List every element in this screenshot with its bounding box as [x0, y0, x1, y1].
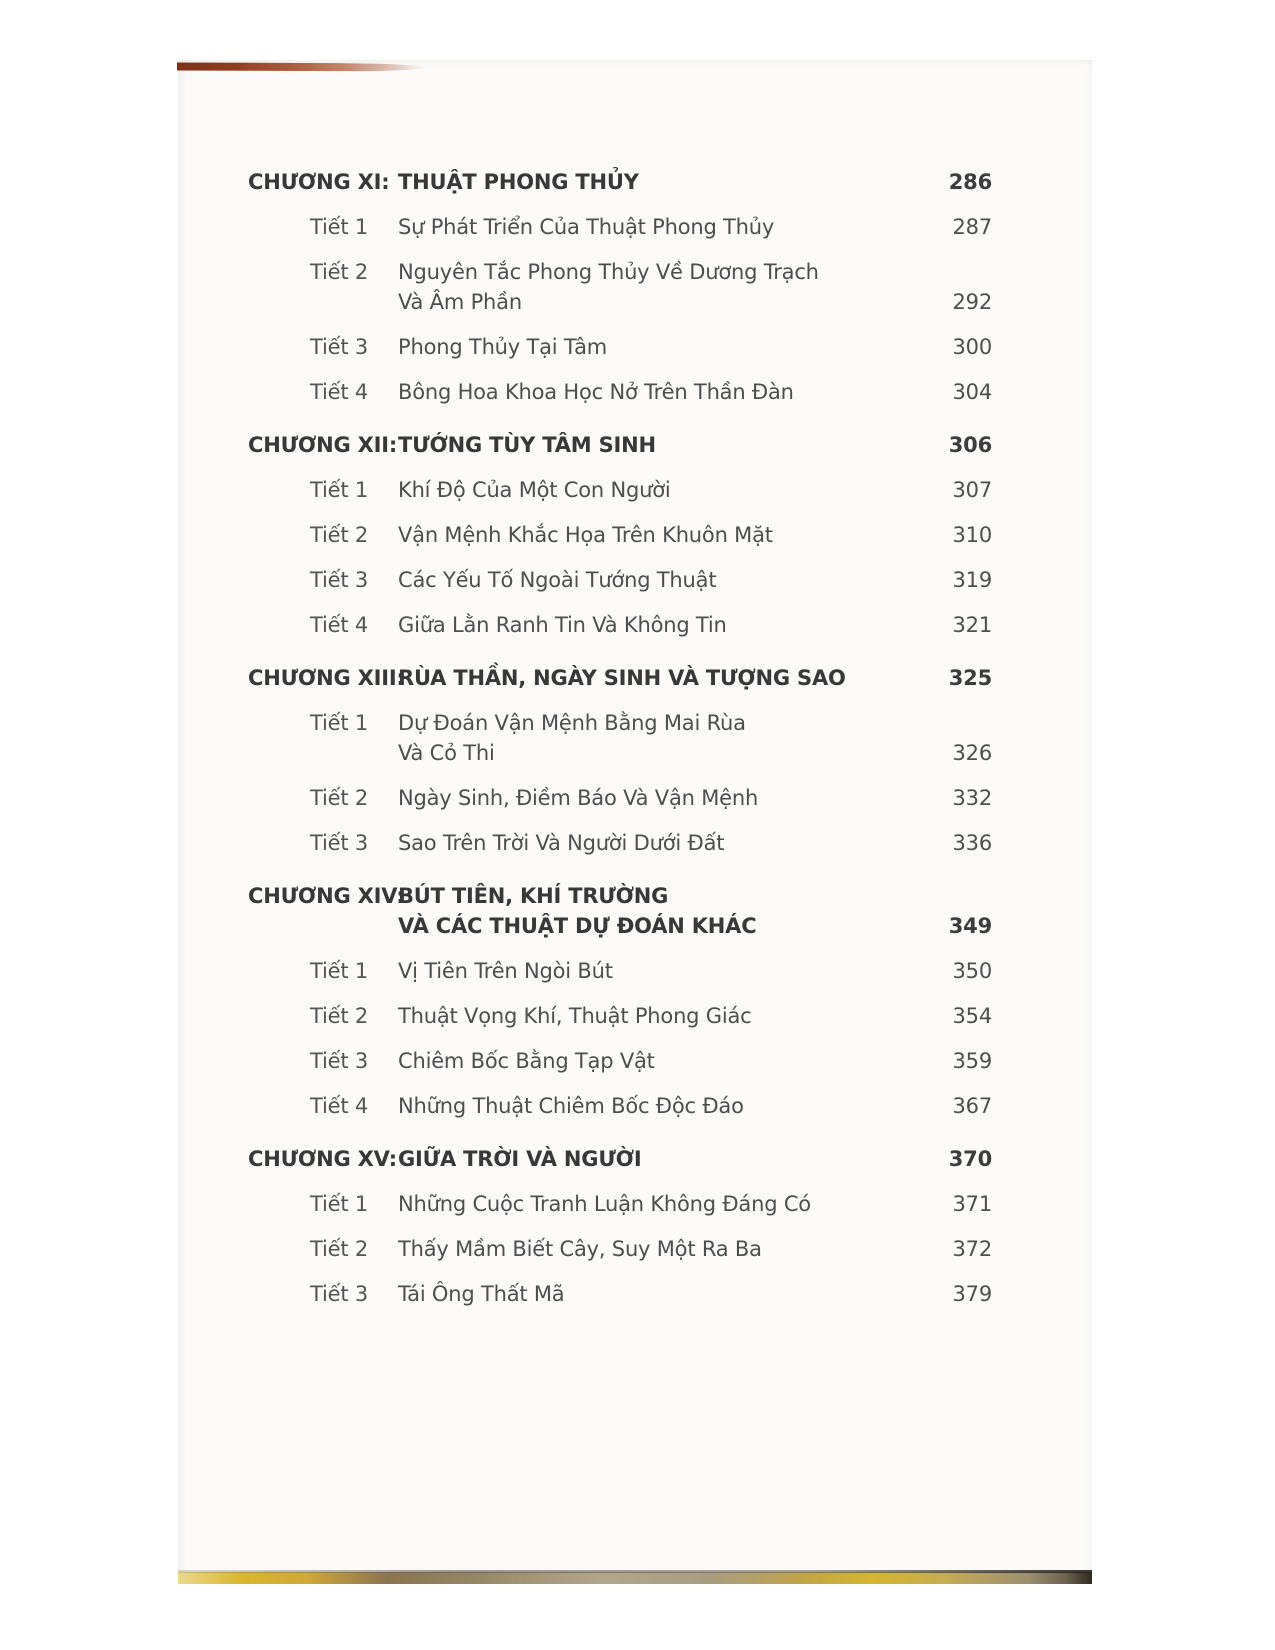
section-title-line: Ngày Sinh, Điềm Báo Và Vận Mệnh [398, 786, 759, 810]
page-number: 292 [952, 290, 992, 314]
section-title [398, 610, 930, 640]
section-title [398, 1001, 930, 1031]
toc-section-row [248, 1091, 992, 1121]
chapter-title-line: RÙA THẦN, NGÀY SINH VÀ TƯỢNG SAO [398, 666, 846, 690]
chapter-title [398, 1144, 930, 1174]
toc-chapter [248, 167, 992, 407]
section-label: Tiết 1 [310, 1192, 369, 1216]
section-title-line: Sao Trên Trời Và Người Dưới Đất [398, 831, 725, 855]
toc-section-row [248, 212, 992, 242]
section-title [398, 520, 930, 550]
toc-section-row [248, 1234, 992, 1264]
toc-section-row [248, 828, 992, 858]
chapter-label: CHƯƠNG XIV: [248, 884, 405, 908]
toc-section-row [248, 1189, 992, 1219]
toc-section-row [248, 520, 992, 550]
section-title-line: Phong Thủy Tại Tâm [398, 335, 607, 359]
toc-section-row [248, 475, 992, 505]
section-label: Tiết 3 [310, 1282, 369, 1306]
section-label: Tiết 2 [310, 523, 369, 547]
page-number: 370 [948, 1147, 992, 1171]
page-number: 349 [948, 914, 992, 938]
page-number: 367 [952, 1094, 992, 1118]
page-number: 336 [952, 831, 992, 855]
section-label: Tiết 4 [310, 380, 369, 404]
page-number: 287 [952, 215, 992, 239]
toc-chapter [248, 430, 992, 640]
section-label: Tiết 3 [310, 1049, 369, 1073]
toc-section-row [248, 257, 992, 317]
section-title [398, 565, 930, 595]
section-title-line: Nguyên Tắc Phong Thủy Về Dương Trạch [398, 260, 819, 284]
section-title [398, 1189, 930, 1219]
chapter-title-line: THUẬT PHONG THỦY [398, 170, 639, 194]
chapter-title [398, 663, 930, 693]
toc-section-row [248, 783, 992, 813]
page-number: 304 [952, 380, 992, 404]
section-label: Tiết 2 [310, 1004, 369, 1028]
toc-chapter-row [248, 663, 992, 693]
section-title [398, 828, 930, 858]
book-page [178, 60, 1092, 1580]
section-title-line: Các Yếu Tố Ngoài Tướng Thuật [398, 568, 717, 592]
page-number: 319 [952, 568, 992, 592]
toc-chapter-row [248, 167, 992, 197]
section-title-line: Những Cuộc Tranh Luận Không Đáng Có [398, 1192, 811, 1216]
section-title [398, 257, 930, 317]
toc-chapter [248, 663, 992, 858]
page-number: 286 [948, 170, 992, 194]
section-title-line: Những Thuật Chiêm Bốc Độc Đáo [398, 1094, 744, 1118]
section-label: Tiết 1 [310, 711, 369, 735]
chapter-label: CHƯƠNG XI: [248, 170, 390, 194]
page-number: 372 [952, 1237, 992, 1261]
section-title [398, 1091, 930, 1121]
page-number: 321 [952, 613, 992, 637]
section-title [398, 956, 930, 986]
section-label: Tiết 3 [310, 335, 369, 359]
section-title-line: Vị Tiên Trên Ngòi Bút [398, 959, 613, 983]
page-number: 350 [952, 959, 992, 983]
section-label: Tiết 4 [310, 1094, 369, 1118]
section-title-line: Chiêm Bốc Bằng Tạp Vật [398, 1049, 655, 1073]
page-number: 371 [952, 1192, 992, 1216]
section-title [398, 708, 930, 768]
toc-section-row [248, 708, 992, 768]
section-title-line: Dự Đoán Vận Mệnh Bằng Mai Rùa [398, 711, 746, 735]
section-title-line: Sự Phát Triển Của Thuật Phong Thủy [398, 215, 775, 239]
section-title-line: Thuật Vọng Khí, Thuật Phong Giác [398, 1004, 752, 1028]
section-label: Tiết 3 [310, 568, 369, 592]
page-number: 310 [952, 523, 992, 547]
section-title-line: Khí Độ Của Một Con Người [398, 478, 671, 502]
chapter-title-line: VÀ CÁC THUẬT DỰ ĐOÁN KHÁC [398, 914, 757, 938]
section-title [398, 332, 930, 362]
toc-chapter-row [248, 430, 992, 460]
toc-section-row [248, 332, 992, 362]
section-label: Tiết 1 [310, 478, 369, 502]
toc-chapter [248, 1144, 992, 1309]
toc-section-row [248, 1046, 992, 1076]
toc-section-row [248, 377, 992, 407]
section-title-line: Bông Hoa Khoa Học Nở Trên Thần Đàn [398, 380, 794, 404]
section-label: Tiết 2 [310, 786, 369, 810]
section-title-line: Giữa Lằn Ranh Tin Và Không Tin [398, 613, 727, 637]
section-title-line: Và Cỏ Thi [398, 741, 495, 765]
chapter-title-line: GIỮA TRỜI VÀ NGƯỜI [398, 1147, 642, 1171]
section-title [398, 377, 930, 407]
toc-section-row [248, 565, 992, 595]
section-label: Tiết 2 [310, 260, 369, 284]
page-number: 325 [948, 666, 992, 690]
toc-section-row [248, 1001, 992, 1031]
page-number: 379 [952, 1282, 992, 1306]
toc-chapter [248, 881, 992, 1121]
page-number: 332 [952, 786, 992, 810]
chapter-title [398, 430, 930, 460]
chapter-title-line: BÚT TIÊN, KHÍ TRƯỜNG [398, 884, 669, 908]
page-number: 307 [952, 478, 992, 502]
section-label: Tiết 1 [310, 959, 369, 983]
page-number: 300 [952, 335, 992, 359]
toc-section-row [248, 610, 992, 640]
page-number: 354 [952, 1004, 992, 1028]
toc-section-row [248, 956, 992, 986]
section-title [398, 212, 930, 242]
section-title [398, 1046, 930, 1076]
page-number: 359 [952, 1049, 992, 1073]
section-label: Tiết 1 [310, 215, 369, 239]
section-label: Tiết 2 [310, 1237, 369, 1261]
chapter-title [398, 167, 930, 197]
page-number: 306 [948, 433, 992, 457]
toc-chapter-row [248, 1144, 992, 1174]
section-title-line: Tái Ông Thất Mã [398, 1282, 565, 1306]
section-title [398, 1234, 930, 1264]
chapter-title-line: TƯỚNG TÙY TÂM SINH [398, 433, 656, 457]
section-title-line: Và Âm Phần [398, 290, 522, 314]
table-of-contents [178, 60, 1092, 1324]
section-title-line: Vận Mệnh Khắc Họa Trên Khuôn Mặt [398, 523, 773, 547]
section-title-line: Thấy Mầm Biết Cây, Suy Một Ra Ba [398, 1237, 762, 1261]
section-title [398, 475, 930, 505]
toc-chapter-row [248, 881, 992, 941]
page-bottom-edge [178, 1572, 1092, 1584]
chapter-title [398, 881, 930, 941]
page-number: 326 [952, 741, 992, 765]
chapter-label: CHƯƠNG XII: [248, 433, 398, 457]
section-label: Tiết 3 [310, 831, 369, 855]
section-title [398, 783, 930, 813]
section-label: Tiết 4 [310, 613, 369, 637]
chapter-label: CHƯƠNG XV: [248, 1147, 397, 1171]
chapter-label: CHƯƠNG XIII: [248, 666, 405, 690]
section-title [398, 1279, 930, 1309]
toc-section-row [248, 1279, 992, 1309]
